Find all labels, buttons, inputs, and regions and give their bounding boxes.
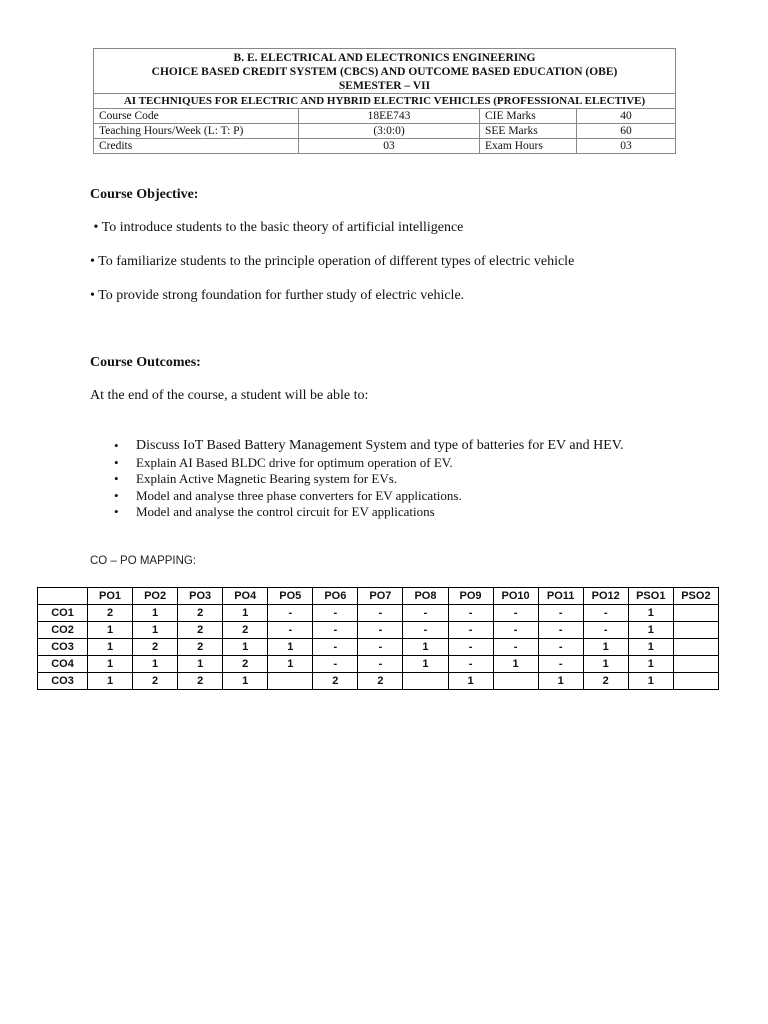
objective-item-1: • To introduce students to the basic theory of artificial intelligence	[90, 220, 464, 235]
mapping-column-header: PO6	[313, 588, 358, 605]
outcome-item	[114, 438, 624, 455]
outcomes-heading: Course Outcomes:	[90, 355, 201, 370]
mapping-row	[38, 656, 719, 673]
mapping-column-header: PO8	[403, 588, 448, 605]
mapping-cell: 2	[178, 605, 223, 622]
mapping-cell: -	[358, 622, 403, 639]
mapping-cell: 2	[178, 639, 223, 656]
mapping-cell: 2	[223, 656, 268, 673]
mapping-row	[38, 622, 719, 639]
mapping-column-header: PO7	[358, 588, 403, 605]
mapping-column-header: PO2	[133, 588, 178, 605]
mapping-cell: -	[358, 605, 403, 622]
mapping-cell	[673, 673, 718, 690]
mapping-cell	[403, 673, 448, 690]
mapping-column-header: PO12	[583, 588, 628, 605]
mapping-cell: 1	[133, 656, 178, 673]
course-header-table	[93, 48, 676, 154]
mapping-cell: 1	[268, 639, 313, 656]
mapping-cell: 2	[178, 673, 223, 690]
mapping-cell: 1	[628, 639, 673, 656]
mapping-cell: 1	[223, 605, 268, 622]
mapping-column-header: PO10	[493, 588, 538, 605]
mapping-cell	[673, 639, 718, 656]
mapping-cell: 2	[178, 622, 223, 639]
mapping-column-header: PO5	[268, 588, 313, 605]
teaching-hours-label: Teaching Hours/Week (L: T: P)	[94, 124, 299, 139]
mapping-cell	[268, 673, 313, 690]
see-marks-value: 60	[577, 124, 676, 139]
mapping-cell	[673, 605, 718, 622]
mapping-cell: -	[268, 605, 313, 622]
bullet-icon: •	[114, 504, 119, 519]
mapping-cell: -	[268, 622, 313, 639]
objective-item-3: • To provide strong foundation for further study of electric vehicle.	[90, 288, 465, 303]
mapping-cell: 1	[223, 673, 268, 690]
mapping-column-header: PSO2	[673, 588, 718, 605]
outcomes-intro: At the end of the course, a student will be able to:	[90, 388, 369, 403]
mapping-cell	[493, 673, 538, 690]
mapping-cell: 2	[133, 673, 178, 690]
mapping-cell: -	[448, 639, 493, 656]
mapping-row-label: CO3	[38, 673, 88, 690]
mapping-column-header: PO1	[88, 588, 133, 605]
mapping-cell: -	[583, 622, 628, 639]
teaching-hours-value: (3:0:0)	[299, 124, 480, 139]
mapping-cell: -	[313, 656, 358, 673]
mapping-cell: -	[313, 605, 358, 622]
mapping-cell: 2	[223, 622, 268, 639]
bullet-icon: •	[114, 487, 119, 503]
mapping-cell: 1	[88, 622, 133, 639]
bullet-icon: •	[114, 438, 119, 453]
outcome-item	[114, 504, 624, 521]
mapping-cell: 1	[448, 673, 493, 690]
objective-item-2: • To familiarize students to the principle operation of different types of electric vehicle	[90, 254, 575, 269]
mapping-cell: 1	[403, 639, 448, 656]
mapping-cell: 1	[88, 639, 133, 656]
mapping-cell: -	[448, 605, 493, 622]
mapping-column-header: PO11	[538, 588, 583, 605]
mapping-cell: 1	[133, 605, 178, 622]
header-row-teaching-hours	[94, 124, 676, 139]
mapping-cell: -	[538, 656, 583, 673]
mapping-column-header: PO3	[178, 588, 223, 605]
mapping-row	[38, 605, 719, 622]
outcome-text: Model and analyse three phase converters for EV applications.	[136, 487, 462, 503]
course-title: AI TECHNIQUES FOR ELECTRIC AND HYBRID ELECTRIC VEHICLES (PROFESSIONAL ELECTIVE)	[94, 94, 676, 109]
mapping-cell: 1	[133, 622, 178, 639]
header-row-credits	[94, 139, 676, 154]
mapping-cell: -	[403, 605, 448, 622]
mapping-cell: -	[493, 605, 538, 622]
exam-hours-label: Exam Hours	[480, 139, 577, 154]
outcomes-list	[114, 438, 624, 521]
mapping-row	[38, 673, 719, 690]
scheme-name: CHOICE BASED CREDIT SYSTEM (CBCS) AND OUTCOME BASED EDUCATION (OBE)	[94, 65, 676, 79]
mapping-cell: 2	[88, 605, 133, 622]
mapping-cell: 1	[403, 656, 448, 673]
mapping-column-header: PO9	[448, 588, 493, 605]
mapping-cell: 1	[88, 656, 133, 673]
co-po-mapping-table	[37, 587, 719, 690]
mapping-column-header: PO4	[223, 588, 268, 605]
program-name: B. E. ELECTRICAL AND ELECTRONICS ENGINEERING	[94, 49, 676, 66]
mapping-cell: -	[448, 656, 493, 673]
mapping-cell: 1	[628, 673, 673, 690]
mapping-cell: 1	[628, 656, 673, 673]
mapping-row-label: CO2	[38, 622, 88, 639]
mapping-row-label: CO4	[38, 656, 88, 673]
mapping-header-row	[38, 588, 719, 605]
objective-heading: Course Objective:	[90, 187, 199, 202]
outcome-text: Explain AI Based BLDC drive for optimum operation of EV.	[136, 454, 453, 470]
bullet-icon: •	[114, 454, 119, 470]
mapping-corner-cell	[38, 588, 88, 605]
mapping-cell: -	[538, 622, 583, 639]
bullet-icon: •	[114, 471, 119, 486]
course-code-value: 18EE743	[299, 109, 480, 124]
semester-label: SEMESTER – VII	[94, 79, 676, 94]
cie-marks-label: CIE Marks	[480, 109, 577, 124]
cie-marks-value: 40	[577, 109, 676, 124]
mapping-cell: 2	[358, 673, 403, 690]
mapping-cell: 1	[88, 673, 133, 690]
mapping-cell: 2	[583, 673, 628, 690]
mapping-cell: -	[313, 622, 358, 639]
outcome-text: Model and analyse the control circuit for EV applications	[136, 504, 435, 519]
mapping-row-label: CO3	[38, 639, 88, 656]
mapping-cell: -	[358, 639, 403, 656]
mapping-cell: -	[538, 639, 583, 656]
mapping-column-header: PSO1	[628, 588, 673, 605]
mapping-row	[38, 639, 719, 656]
header-row-course-code	[94, 109, 676, 124]
mapping-row-label: CO1	[38, 605, 88, 622]
exam-hours-value: 03	[577, 139, 676, 154]
outcome-item	[114, 455, 624, 472]
mapping-cell: -	[313, 639, 358, 656]
mapping-cell: -	[538, 605, 583, 622]
mapping-cell: -	[358, 656, 403, 673]
mapping-cell: -	[448, 622, 493, 639]
mapping-cell: -	[493, 622, 538, 639]
mapping-cell: 1	[538, 673, 583, 690]
mapping-cell: 2	[133, 639, 178, 656]
mapping-cell: 1	[178, 656, 223, 673]
mapping-cell: 1	[583, 639, 628, 656]
mapping-cell: -	[493, 639, 538, 656]
mapping-cell: 1	[223, 639, 268, 656]
outcome-item	[114, 488, 624, 505]
see-marks-label: SEE Marks	[480, 124, 577, 139]
outcome-item	[114, 471, 624, 488]
credits-label: Credits	[94, 139, 299, 154]
mapping-cell: -	[583, 605, 628, 622]
outcome-text: Explain Active Magnetic Bearing system for EVs.	[136, 471, 398, 486]
course-code-label: Course Code	[94, 109, 299, 124]
credits-value: 03	[299, 139, 480, 154]
mapping-label: CO – PO MAPPING:	[90, 555, 197, 567]
mapping-cell: -	[403, 622, 448, 639]
mapping-cell: 1	[268, 656, 313, 673]
mapping-cell	[673, 656, 718, 673]
mapping-cell: 1	[628, 605, 673, 622]
mapping-cell: 1	[628, 622, 673, 639]
mapping-cell: 1	[493, 656, 538, 673]
mapping-cell: 2	[313, 673, 358, 690]
mapping-cell	[673, 622, 718, 639]
outcome-text: Discuss IoT Based Battery Management System and type of batteries for EV and HEV.	[136, 438, 624, 453]
mapping-cell: 1	[583, 656, 628, 673]
